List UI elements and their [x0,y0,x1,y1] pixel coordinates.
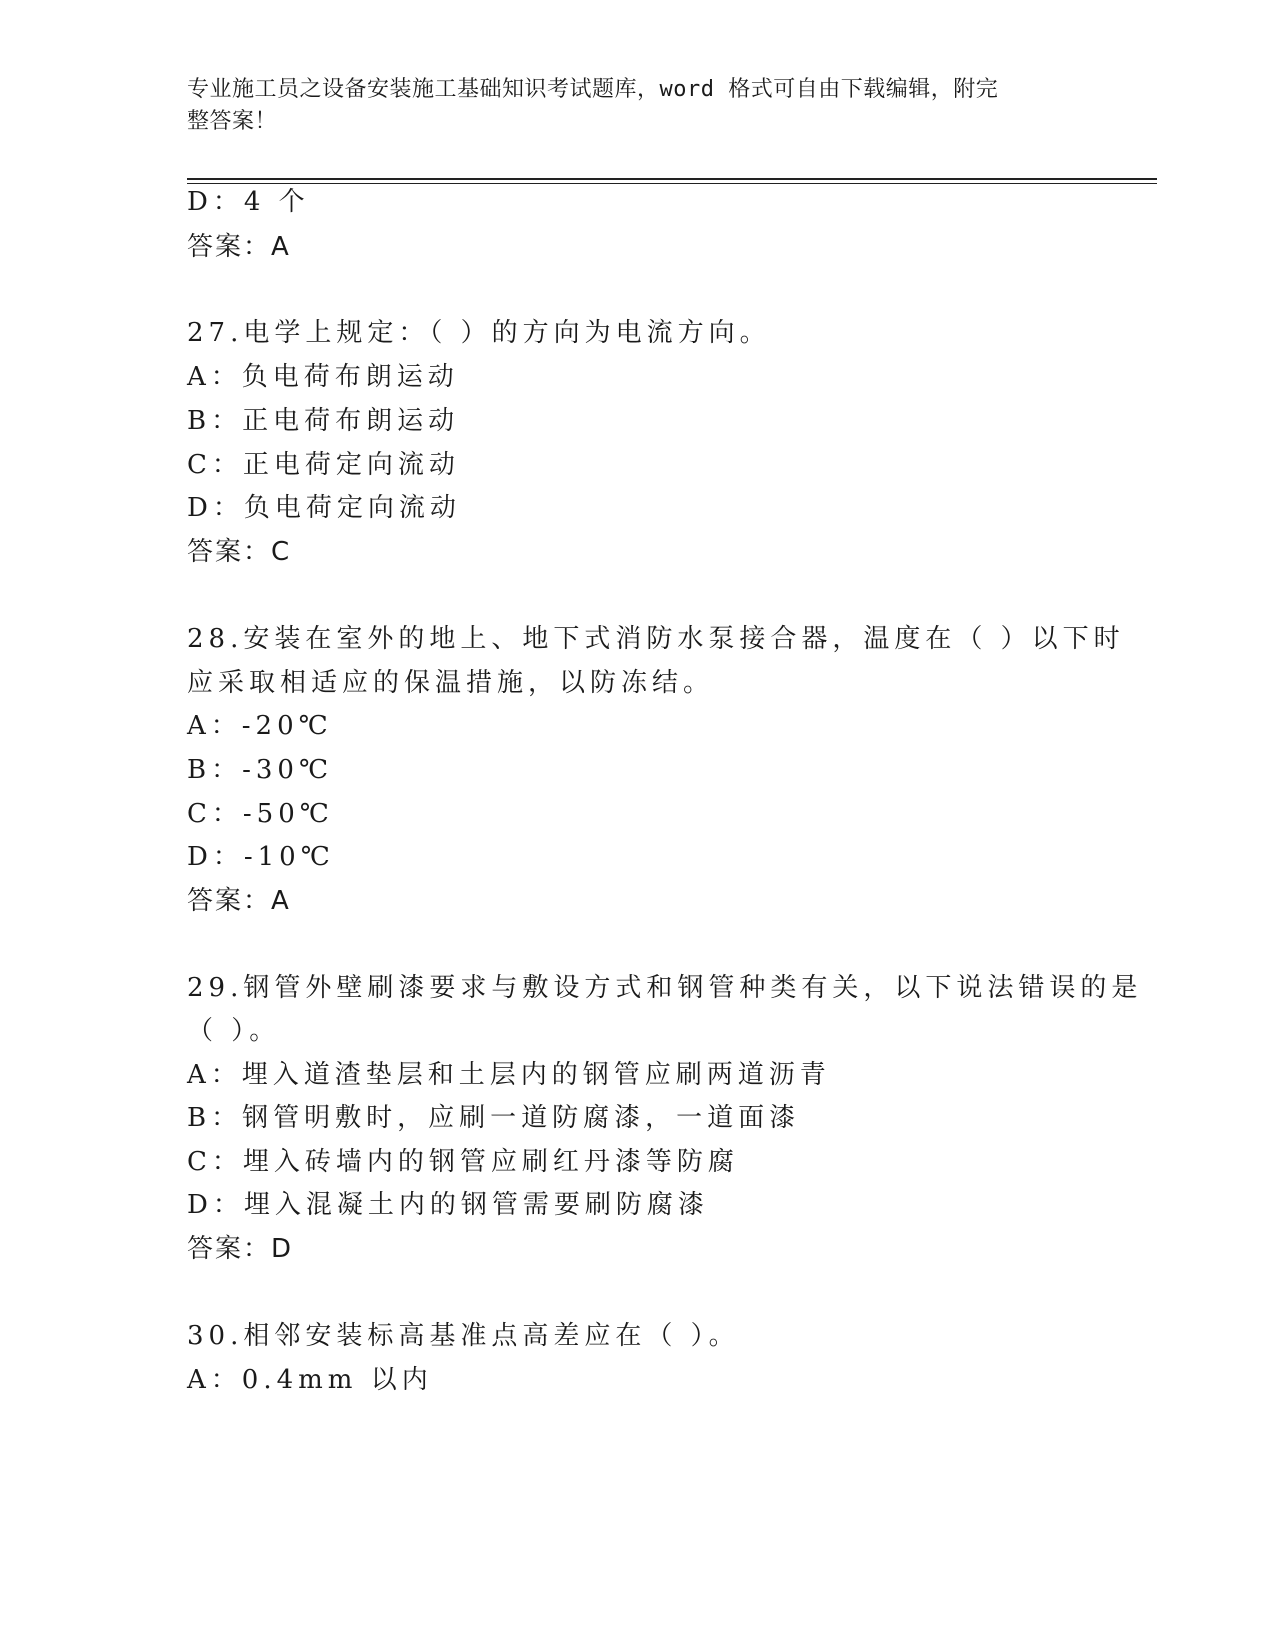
q26-answer: 答案：A [187,232,291,262]
q29-option-b: B：钢管明敷时，应刷一道防腐漆，一道面漆 [187,1103,801,1133]
q27-option-a: A：负电荷布朗运动 [187,362,459,392]
q28-option-c: C：-50℃ [187,799,334,829]
q27-option-c: C：正电荷定向流动 [187,450,460,480]
header-line-2: 整答案！ [187,109,278,134]
header-divider-thin [187,183,1157,184]
q29-stem-line-1: 29.钢管外壁刷漆要求与敷设方式和钢管种类有关，以下说法错误的是 [187,973,1143,1003]
q27-option-d: D：负电荷定向流动 [187,493,461,523]
q28-option-a: A：-20℃ [187,711,333,741]
q29-answer: 答案：D [187,1234,294,1264]
q30-option-a: A：0.4mm 以内 [187,1365,433,1395]
q29-option-d: D：埋入混凝土内的钢管需要刷防腐漆 [187,1190,709,1220]
q29-stem-line-2: （ ）。 [187,1016,281,1046]
q29-option-a: A：埋入道渣垫层和土层内的钢管应刷两道沥青 [187,1060,831,1090]
document-header [187,74,1087,138]
q30-stem: 30.相邻安装标高基准点高差应在（ ）。 [187,1321,740,1351]
q28-option-b: B：-30℃ [187,755,334,785]
q27-answer: 答案：C [187,537,292,567]
q27-option-b: B：正电荷布朗运动 [187,406,460,436]
header-line-1: 专业施工员之设备安装施工基础知识考试题库，word 格式可自由下载编辑，附完 [187,77,999,102]
q28-answer: 答案：A [187,886,291,916]
header-divider-thick [187,178,1157,180]
q28-stem-line-1: 28.安装在室外的地上、地下式消防水泵接合器，温度在（ ）以下时 [187,624,1125,654]
q28-stem-line-2: 应采取相适应的保温措施，以防冻结。 [187,668,715,698]
q26-option-d: D：4 个 [187,187,310,217]
q27-stem: 27.电学上规定：（ ）的方向为电流方向。 [187,318,771,348]
q29-option-c: C：埋入砖墙内的钢管应刷红丹漆等防腐 [187,1147,739,1177]
q28-option-d: D：-10℃ [187,842,335,872]
